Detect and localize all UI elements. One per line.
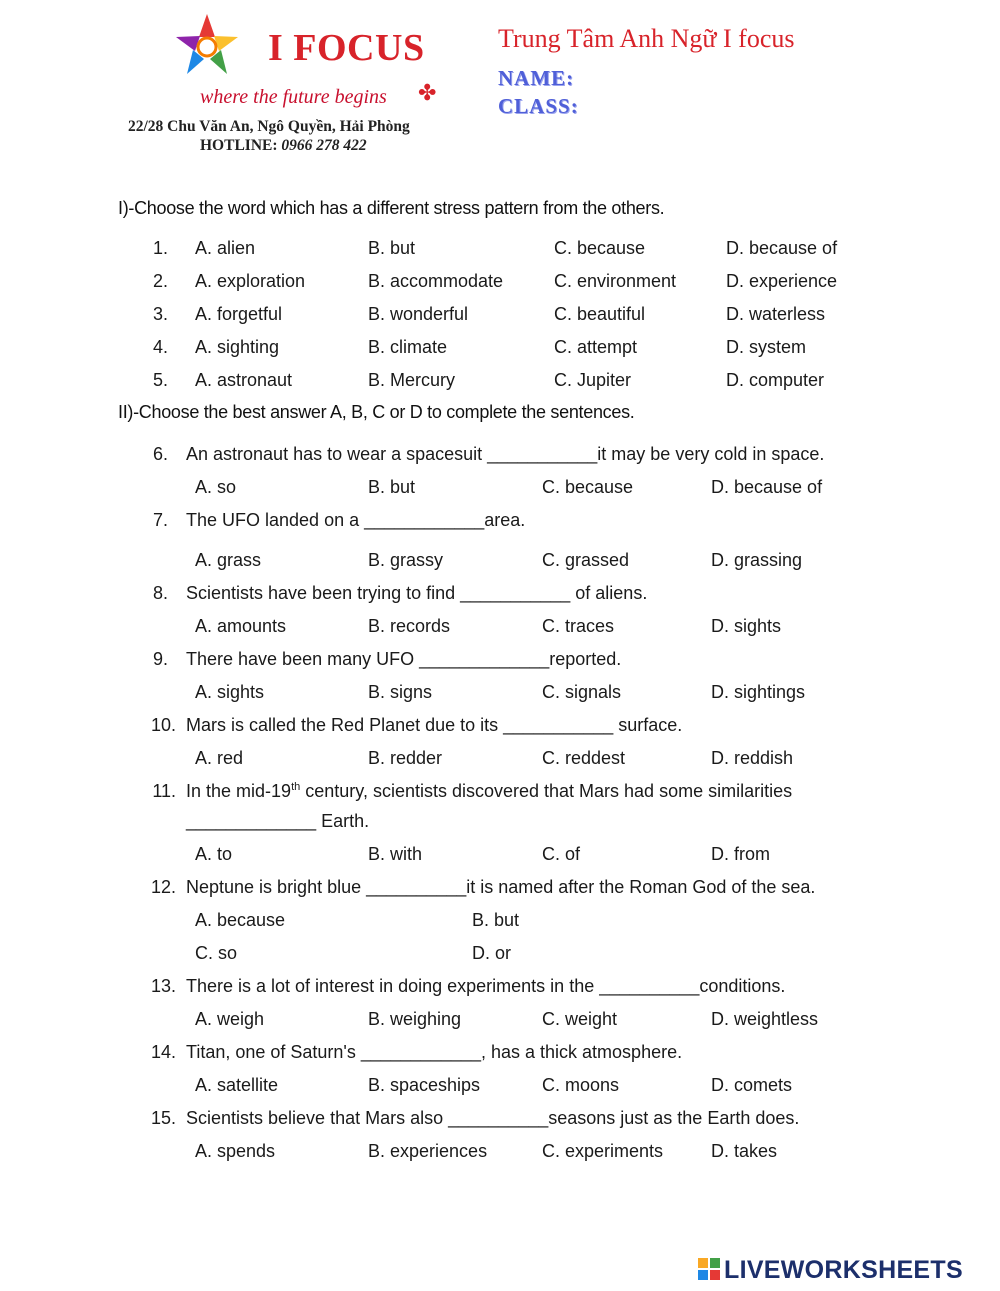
name-label: NAME: <box>498 66 575 90</box>
section-2-title: II)-Choose the best answer A, B, C or D to complete the sentences. <box>118 402 635 422</box>
question-number: 2. <box>152 271 168 291</box>
option-d[interactable]: D. sights <box>711 616 782 636</box>
option-c[interactable]: C. reddest <box>542 748 626 768</box>
question-number: 12. <box>150 877 176 897</box>
question-text: In the mid-19th century, scientists discovered that Mars had some similarities <box>186 781 793 801</box>
question-text: Scientists have been trying to find ___________ of aliens. <box>186 583 648 603</box>
option-a[interactable]: A. to <box>195 844 233 864</box>
option-c[interactable]: C. traces <box>542 616 615 636</box>
logo-star-icon <box>172 12 242 82</box>
option-d[interactable]: D. because of <box>726 238 838 258</box>
option-d[interactable]: D. experience <box>726 271 838 291</box>
question-number: 3. <box>152 304 168 324</box>
option-a[interactable]: A. satellite <box>195 1075 279 1095</box>
option-d[interactable]: D. or <box>472 943 512 963</box>
option-b[interactable]: B. spaceships <box>368 1075 481 1095</box>
option-b[interactable]: B. but <box>368 238 416 258</box>
option-b[interactable]: B. but <box>472 910 520 930</box>
option-d[interactable]: D. reddish <box>711 748 794 768</box>
option-d[interactable]: D. from <box>711 844 771 864</box>
liveworksheets-logo-icon <box>698 1258 720 1280</box>
question-number: 9. <box>152 649 168 669</box>
option-a[interactable]: A. amounts <box>195 616 287 636</box>
question-number: 15. <box>150 1108 176 1128</box>
option-c[interactable]: C. grassed <box>542 550 630 570</box>
option-b[interactable]: B. but <box>368 477 416 497</box>
option-d[interactable]: D. grassing <box>711 550 803 570</box>
liveworksheets-brand[interactable]: LIVEWORKSHEETS <box>724 1256 963 1284</box>
option-d[interactable]: D. sightings <box>711 682 806 702</box>
option-d[interactable]: D. system <box>726 337 807 357</box>
question-text: Scientists believe that Mars also __________seasons just as the Earth does. <box>186 1108 800 1128</box>
question-text: Mars is called the Red Planet due to its ___________ surface. <box>186 715 683 735</box>
option-a[interactable]: A. exploration <box>195 271 306 291</box>
option-c[interactable]: C. because <box>542 477 634 497</box>
question-text: Neptune is bright blue __________it is named after the Roman God of the sea. <box>186 877 816 897</box>
question-number: 4. <box>152 337 168 357</box>
option-b[interactable]: B. accommodate <box>368 271 504 291</box>
question-text: There is a lot of interest in doing experiments in the __________conditions. <box>186 976 786 996</box>
option-b[interactable]: B. signs <box>368 682 433 702</box>
question-number: 5. <box>152 370 168 390</box>
question-number: 14. <box>150 1042 176 1062</box>
option-a[interactable]: A. forgetful <box>195 304 283 324</box>
option-b[interactable]: B. Mercury <box>368 370 456 390</box>
hotline-number: 0966 278 422 <box>281 137 367 154</box>
clover-icon: ✤ <box>418 80 437 105</box>
option-b[interactable]: B. redder <box>368 748 443 768</box>
option-d[interactable]: D. weightless <box>711 1009 819 1029</box>
option-c[interactable]: C. Jupiter <box>554 370 632 390</box>
option-a[interactable]: A. sighting <box>195 337 280 357</box>
brand-tagline: where the future begins <box>200 86 387 108</box>
question-text: Titan, one of Saturn's ____________, has a thick atmosphere. <box>186 1042 683 1062</box>
option-c[interactable]: C. signals <box>542 682 622 702</box>
option-c[interactable]: C. because <box>554 238 646 258</box>
option-d[interactable]: D. comets <box>711 1075 793 1095</box>
section-1-title: I)-Choose the word which has a different stress pattern from the others. <box>118 198 665 218</box>
option-d[interactable]: D. computer <box>726 370 825 390</box>
option-b[interactable]: B. wonderful <box>368 304 469 324</box>
option-c[interactable]: C. attempt <box>554 337 638 357</box>
option-c[interactable]: C. so <box>195 943 238 963</box>
option-c[interactable]: C. weight <box>542 1009 618 1029</box>
option-a[interactable]: A. astronaut <box>195 370 293 390</box>
option-b[interactable]: B. climate <box>368 337 448 357</box>
option-b[interactable]: B. weighing <box>368 1009 462 1029</box>
option-a[interactable]: A. spends <box>195 1141 276 1161</box>
class-label: CLASS: <box>498 94 579 118</box>
question-number: 1. <box>152 238 168 258</box>
question-number: 10. <box>150 715 176 735</box>
question-text: An astronaut has to wear a spacesuit ___________it may be very cold in space. <box>186 444 825 464</box>
question-number: 7. <box>152 510 168 530</box>
question-number: 11. <box>152 781 176 801</box>
option-a[interactable]: A. red <box>195 748 244 768</box>
option-b[interactable]: B. records <box>368 616 451 636</box>
option-a[interactable]: A. so <box>195 477 237 497</box>
option-a[interactable]: A. alien <box>195 238 256 258</box>
option-a[interactable]: A. sights <box>195 682 265 702</box>
brand-logo-text: I FOCUS <box>268 27 425 69</box>
option-c[interactable]: C. experiments <box>542 1141 664 1161</box>
question-text: The UFO landed on a ____________area. <box>186 510 526 530</box>
hotline <box>200 137 367 155</box>
option-a[interactable]: A. weigh <box>195 1009 265 1029</box>
option-b[interactable]: B. grassy <box>368 550 444 570</box>
option-d[interactable]: D. because of <box>711 477 823 497</box>
question-number: 6. <box>152 444 168 464</box>
option-b[interactable]: B. with <box>368 844 423 864</box>
question-number: 8. <box>152 583 168 603</box>
question-text: There have been many UFO _____________reported. <box>186 649 622 669</box>
option-d[interactable]: D. waterless <box>726 304 826 324</box>
option-c[interactable]: C. beautiful <box>554 304 646 324</box>
option-c[interactable]: C. environment <box>554 271 677 291</box>
center-name: Trung Tâm Anh Ngữ I focus <box>498 24 795 53</box>
center-address: 22/28 Chu Văn An, Ngô Quyền, Hải Phòng <box>128 118 410 135</box>
option-a[interactable]: A. grass <box>195 550 262 570</box>
option-c[interactable]: C. of <box>542 844 581 864</box>
option-c[interactable]: C. moons <box>542 1075 620 1095</box>
option-d[interactable]: D. takes <box>711 1141 778 1161</box>
option-b[interactable]: B. experiences <box>368 1141 488 1161</box>
option-a[interactable]: A. because <box>195 910 286 930</box>
hotline-label: HOTLINE: <box>200 137 278 154</box>
question-number: 13. <box>150 976 176 996</box>
question-text: _____________ Earth. <box>186 811 370 831</box>
